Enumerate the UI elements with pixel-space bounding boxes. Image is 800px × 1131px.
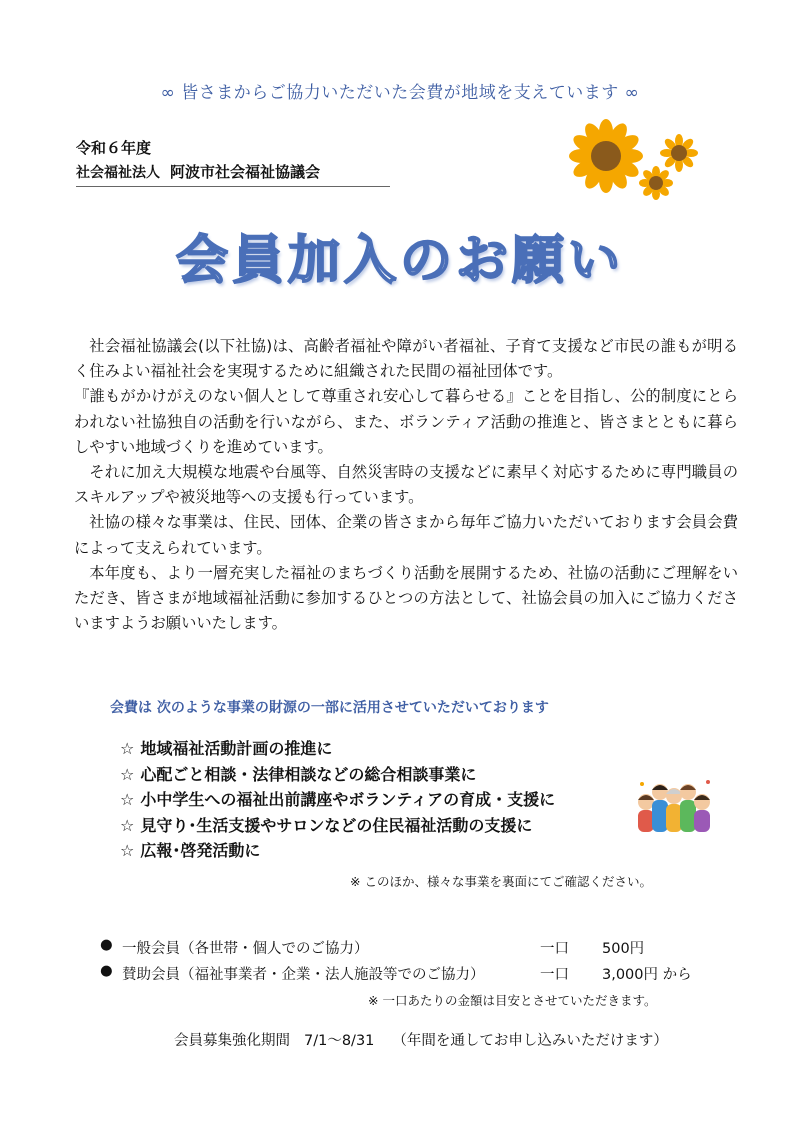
list-item-text: 地域福祉活動計画の推進に	[140, 739, 333, 758]
intro-text	[74, 334, 738, 636]
people-group-icon	[634, 770, 714, 832]
fiscal-year: 令和６年度	[76, 139, 152, 157]
intro-paragraph: 社会福祉協議会(以下社協)は、高齢者福祉や障がい者福祉、子育て支援など市民の誰もが明るく住みよい福祉社会を実現するために組織された民間の福祉団体です。	[74, 337, 738, 381]
list-item-text: 心配ごと相談・法律相談などの総合相談事業に	[140, 764, 477, 784]
page-title: 会員加入のお願い	[175, 231, 624, 291]
fee-uses-list	[120, 736, 555, 864]
org-name: 阿波市社会福祉協議会	[170, 163, 321, 181]
header-divider	[76, 186, 390, 187]
membership-label: 一般会員（各世帯・個人でのご協力）	[122, 941, 369, 957]
period-dates: 7/1～8/31	[304, 1033, 375, 1049]
star-icon: ☆	[120, 739, 135, 758]
intro-paragraph: 本年度も、より一層充実した福祉のまちづくり活動を展開するため、社協の活動にご理解をいただき、皆さまが地域福祉活動に参加するひとつの方法として、社協会員の加入にご協力くださいますようお願いいたします。	[74, 563, 738, 633]
membership-label: 賛助会員（福祉事業者・企業・法人施設等でのご協力）	[122, 967, 485, 983]
tagline: ∞ 皆さまからご協力いただいた会費が地域を支えています ∞	[160, 83, 640, 103]
star-icon: ☆	[120, 841, 135, 860]
list-item	[120, 813, 555, 839]
star-icon: ☆	[120, 764, 135, 784]
intro-paragraph: それに加え大規模な地震や台風等、自然災害時の支援などに素早く対応するために専門職員のスキルアップや被災地等への支援も行っています。	[74, 463, 738, 507]
membership-row	[100, 937, 720, 957]
membership-amount: 500円	[602, 941, 645, 957]
star-icon: ☆	[120, 790, 135, 809]
intro-paragraph: 『誰もがかけがえのない個人として尊重され安心して暮らせる』ことを目指し、公的制度にとらわれない社協独自の活動を行いながら、また、ボランティア活動の推進と、皆さまとともに暮らしやすい地域づくりを進めています。	[74, 387, 738, 456]
membership-unit: 一口	[540, 967, 569, 983]
list-item	[120, 787, 555, 813]
bullet-icon: ●	[100, 963, 113, 979]
list-item	[120, 838, 555, 864]
list-item	[120, 762, 555, 788]
list-item-text: 小中学生への福祉出前講座やボランティアの育成・支援に	[140, 790, 556, 809]
list-item	[120, 736, 555, 762]
star-icon: ☆	[120, 815, 135, 835]
membership-row	[100, 963, 720, 983]
bullet-icon: ●	[100, 937, 113, 953]
list-item-text: 見守り･生活支援やサロンなどの住民福祉活動の支援に	[140, 815, 533, 835]
amount-note: ※ 一口あたりの金額は目安とさせていただきます。	[368, 993, 657, 1008]
organization	[76, 161, 320, 182]
recruitment-period	[174, 1029, 668, 1050]
fees-heading: 会費は 次のような事業の財源の一部に活用させていただいております	[110, 700, 549, 716]
period-label: 会員募集強化期間	[174, 1033, 290, 1049]
membership-amount: 3,000円 から	[602, 967, 692, 983]
period-note: （年間を通してお申し込みいただけます）	[392, 1033, 668, 1049]
membership-unit: 一口	[540, 941, 569, 957]
list-item-text: 広報･啓発活動に	[140, 841, 261, 860]
org-type: 社会福祉法人	[76, 165, 160, 181]
sunflower-icon	[566, 118, 706, 200]
intro-paragraph: 社協の様々な事業は、住民、団体、企業の皆さまから毎年ご協力いただいております会員会費によって支えられています。	[74, 513, 738, 557]
other-services-note: ※ このほか、様々な事業を裏面にてご確認ください。	[350, 874, 652, 889]
